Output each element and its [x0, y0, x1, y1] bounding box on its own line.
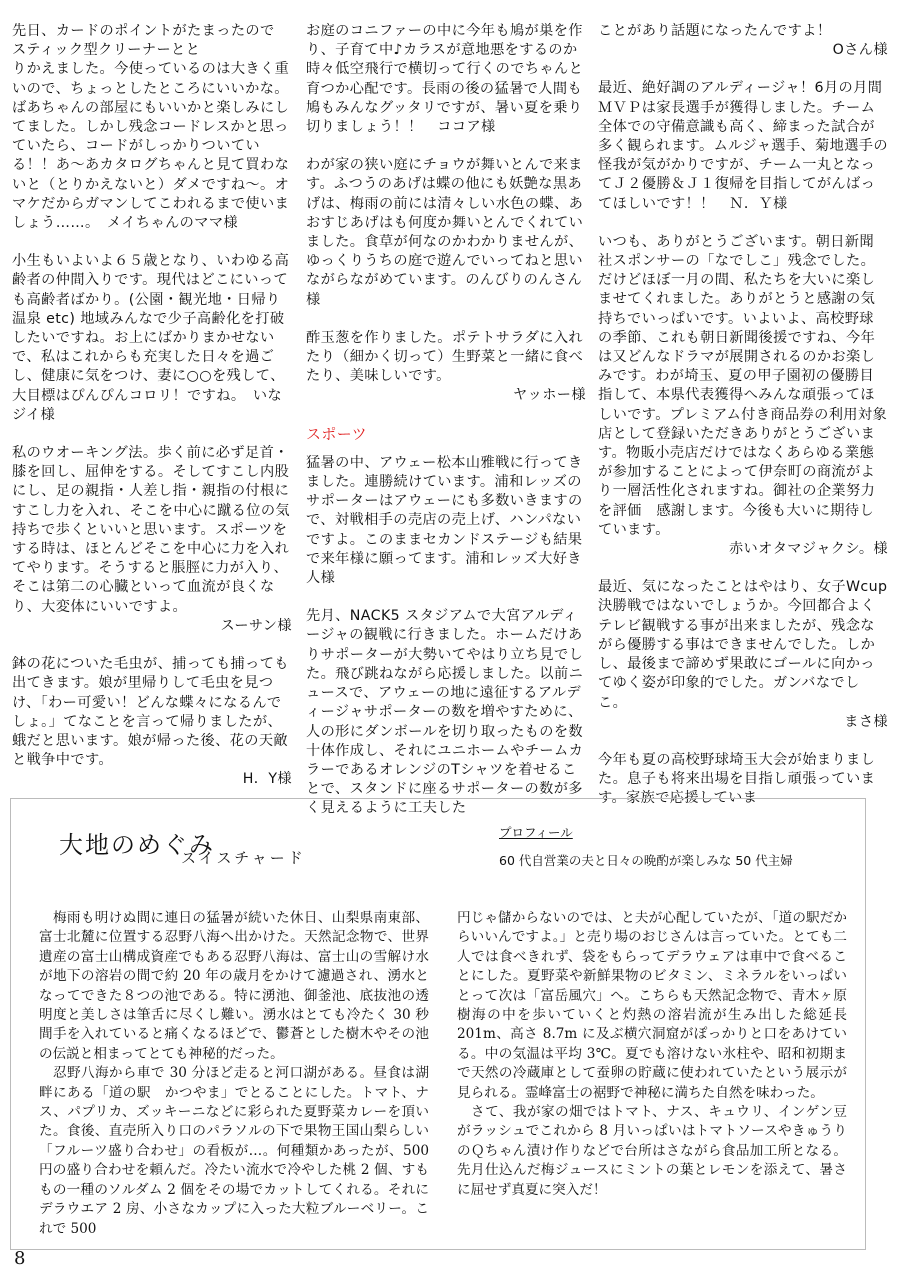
letter-text: 私のウオーキング法。歩く前に必ず足首・膝を回し、屈伸をする。そしてすこし内股にし、足の親指・人差し指・親指の付根にすこし力を入れ、そこを中心に蹴る位の気持ちで歩くといいと思います。スポーツをする時は、ほとんどそこを中心に力を入れてやります。そうすると脹脛に力が入り、そこは第二の心臓といって血流が良くなり、大変体にいいですよ。: [12, 445, 291, 615]
letter: [306, 607, 586, 818]
letter-text: 先日、カードのポイントがたまったので スティック型クリーナーとと りかえました。今使っているのは大きく重いので、ちょっとしたところにいいかな。ばあちゃんの部屋にもいいかと楽しみにしてました。しかし残念コードレスかと思っていたら、コードがしっかりついている！！あ～あカタログちゃんと見て買わないと（とりかえないと）ダメですね～。オマケだからガマンしてこわれるまで使いましょう……。 メイちゃんのママ様: [12, 23, 290, 232]
section-heading-sports: スポーツ: [306, 424, 368, 443]
letter-text: 最近、絶好調のアルディージャ！6月の月間ＭＶＰは家長選手が獲得しました。チーム全体での守備意識も高く、締まった試合が多く観られます。ムルジャ選手、菊地選手の怪我が気がかりですが、チーム一丸となってＪ２優勝＆Ｊ１復帰を目指してがんばってほしいです！！ Ｎ．Ｙ様: [598, 80, 888, 212]
letter-signature: Oさん様: [832, 42, 888, 59]
letter-text: ことがあり話題になったんですよ！: [598, 23, 832, 39]
feature-body-text: 円じゃ儲からないのでは、と夫が心配していたが、「道の駅だからいいんですよ。」と売り場のおじさんは言っていた。とても二人では食べきれず、袋をもらってデラウェアは車中で食べることにした。夏野菜や新鮮果物のビタミン、ミネラルをいっぱいとって次は「富岳風穴」へ。こちらも天然記念物で、青木ヶ原樹海の中を歩いていくと灼熱の溶岩流が生み出した総延長 201m、高さ 8.7m に及ぶ横穴洞窟がぽっかりと口をあけている。中の気温は平均 3℃。夏でも溶けない氷柱や、昭和初期まで天然の冷蔵庫として蚕卵の貯蔵に使われていたという展示が見られる。霊峰富士の裾野で神秘に満ちた自然を味わった。 さて、我が家の畑ではトマト、ナス、キュウリ、インゲン豆がラッシュでこれから 8 月いっぱいはトマトソースやきゅうりのＱちゃん漬け作りなどで台所はさながら食品加工所となる。先月仕込んだ梅ジュースにミントの葉とレモンを添えて、暑さに屈せず真夏に突入だ！: [457, 910, 847, 1198]
letter: [12, 655, 292, 789]
letter-text: 鉢の花についた毛虫が、捕っても捕っても出てきます。娘が里帰りして毛虫を見つけ、「わー可愛い！どんな蝶々になるんでしょ。」てなことを言って帰りましたが、蛾だと思います。娘が帰った後、花の天敵と戦争中です。: [12, 656, 289, 769]
letter: [598, 22, 888, 60]
page-number: 8: [14, 1248, 26, 1269]
feature-body-text: 梅雨も明けぬ間に連日の猛暑が続いた休日、山梨県南東部、富士北麓に位置する忍野八海へ出かけた。天然記念物で、世界遺産の富士山構成資産でもある忍野八海は、富士山の雪解け水が地下の溶岩の間で約 20 年の歳月をかけて濾過され、湧水となってできた８つの池である。特に湧池、御釜池、底抜池の透明度と美しさは筆舌に尽くし難い。湧水はとても冷たく 30 秒間手を入れていると痛くなるほどで、鬱蒼とした樹木やその池の伝説と相まってとても神秘的だった。 忍野八海から車で 30 分ほど走ると河口湖がある。昼食は湖畔にある「道の駅 かつやま」でとることにした。トマト、ナス、パプリカ、ズッキーニなどに彩られた夏野菜カレーを頂いた。食後、直売所入り口のパラソルの下で果物王国山梨らしい「フルーツ盛り合わせ」の看板が…。何種類かあったが、500 円の盛り合わせを頼んだ。冷たい流水で冷やした桃 2 個、すももの一種のソルダム 2 個をその場でカットしてくれる。それにデラウエア 2 房、小さなカップに入った大粒ブルーベリー。これで 500: [39, 910, 429, 1237]
letter-signature: 赤いオタマジャクシ。様: [728, 541, 888, 558]
feature-title: 大地のめぐみ: [59, 831, 215, 859]
letter: [12, 444, 292, 636]
profile-label: プロフィール: [499, 825, 573, 840]
letter-text: 先月、NACK5 スタジアムで大宮アルディージャの観戦に行きました。ホームだけありサポーターが大勢いてやはり立ち見でした。飛び跳ねながら応援しました。以前ニュースで、アウェーの地に遠征するアルディージャサポーターの数を増やすために、人の形にダンボールを切り取ったものを数十体作成し、それにユニホームやチームカラーであるオレンジのTシャツを着せることで、スタンドに座るサポーターの数が多く見えるように工夫した: [306, 608, 584, 817]
letter-text: 今年も夏の高校野球埼玉大会が始まりました。息子も将来出場を目指し頑張っています。家族で応援していま: [598, 751, 876, 807]
letter-text: 最近、気になったことはやはり、女子Wcup決勝戦ではないでしょうか。今回都合よくテレビ観戦する事が出来ましたが、残念ながら優勝する事はできませんでした。しかし、最後まで諦めず果敢にゴールに向かってゆく姿が印象的でした。ガンバなでしこ。: [598, 579, 888, 711]
letter-text: お庭のコニファーの中に今年も鳩が巣を作り、子育て中♪カラスが意地悪をするのか時々低空飛行で横切って行くのでちゃんと育つか心配です。長雨の後の猛暑で人間も鳩もみんなグッタリですが、暑い夏を乗り切りましょう！！ ココア様: [306, 23, 584, 136]
letter: [598, 233, 888, 559]
letter-text: 酢玉葱を作りました。ポテトサラダに入れたり（細かく切って）生野菜と一緒に食べたり、美味しいです。: [306, 329, 584, 385]
letter: [306, 329, 586, 406]
letter: [598, 79, 888, 213]
feature-column-2: [457, 909, 847, 1200]
letter-signature: H．Y様: [242, 771, 292, 788]
letter: [306, 156, 586, 310]
letter-text: 猛暑の中、アウェー松本山雅戦に行ってきました。連勝続けています。浦和レッズのサポーターはアウェーにも多数いきますので、対戦相手の売店の売上げ、ハンパないですよ。このままセカンドステージも結果で来年様に願ってます。浦和レッズ大好き人様: [306, 454, 583, 587]
letter-text: 小生もいよいよ６５歳となり、いわゆる高齢者の仲間入りです。現代はどこにいっても高齢者ばかり。(公園・観光地・日帰り温泉 etc) 地域みんなで少子高齢化を打破したいですね。お上にばかりまかせないで、私はこれからも充実した日々を過ごし、健康に気をつけ、妻に○○を残して、大目標はぴんぴんコロリ！ですね。 いなジイ様: [12, 253, 290, 423]
letter-text: わが家の狭い庭にチョウが舞いとんで来ます。ふつうのあげは蝶の他にも妖艶な黒あげは、梅雨の前には清々しい水色の蝶、あおすじあげはも何度か舞いとんでくれていました。食草が何なのかわかりませんが、ゆっくりうちの庭で遊んでいってねと思いながらながめています。のんびりのんさん様: [306, 157, 584, 308]
column-2: [306, 22, 586, 838]
letter-signature: ヤッホー様: [513, 387, 586, 404]
letter: [306, 454, 586, 588]
letter-signature: スーサン様: [220, 617, 292, 634]
profile-text: 60 代自営業の夫と日々の晩酌が楽しみな 50 代主婦: [499, 853, 793, 868]
feature-author: スイスチャード: [181, 849, 306, 867]
column-1: [12, 22, 292, 809]
feature-box: [10, 798, 866, 1250]
letter-text: いつも、ありがとうございます。朝日新聞社スポンサーの「なでしこ」残念でした。だけどほぼ一月の間、私たちを大いに楽しませてくれました。ありがとうと感謝の気持ちでいっぱいです。いよいよ、高校野球の季節、これも朝日新聞後援ですね、今年は又どんなドラマが展開されるのかお楽しみです。わが埼玉、夏の甲子園初の優勝目指して、本県代表獲得へみんな頑張ってほしいです。プレミアム付き商品券の利用対象店として登録いただきありがとうございます。物販小売店だけではなくあらゆる業態が参加することによって伊奈町の商流がより一層活性化されますね。御社の企業努力を評価 感謝します。今後も大いに期待しています。: [598, 233, 888, 538]
column-3: [598, 22, 888, 828]
letter: [12, 22, 292, 233]
letter: [12, 252, 292, 425]
letter: [598, 578, 888, 732]
feature-column-1: [39, 909, 429, 1239]
letter: [306, 22, 586, 137]
letter-signature: まさ様: [844, 713, 888, 730]
